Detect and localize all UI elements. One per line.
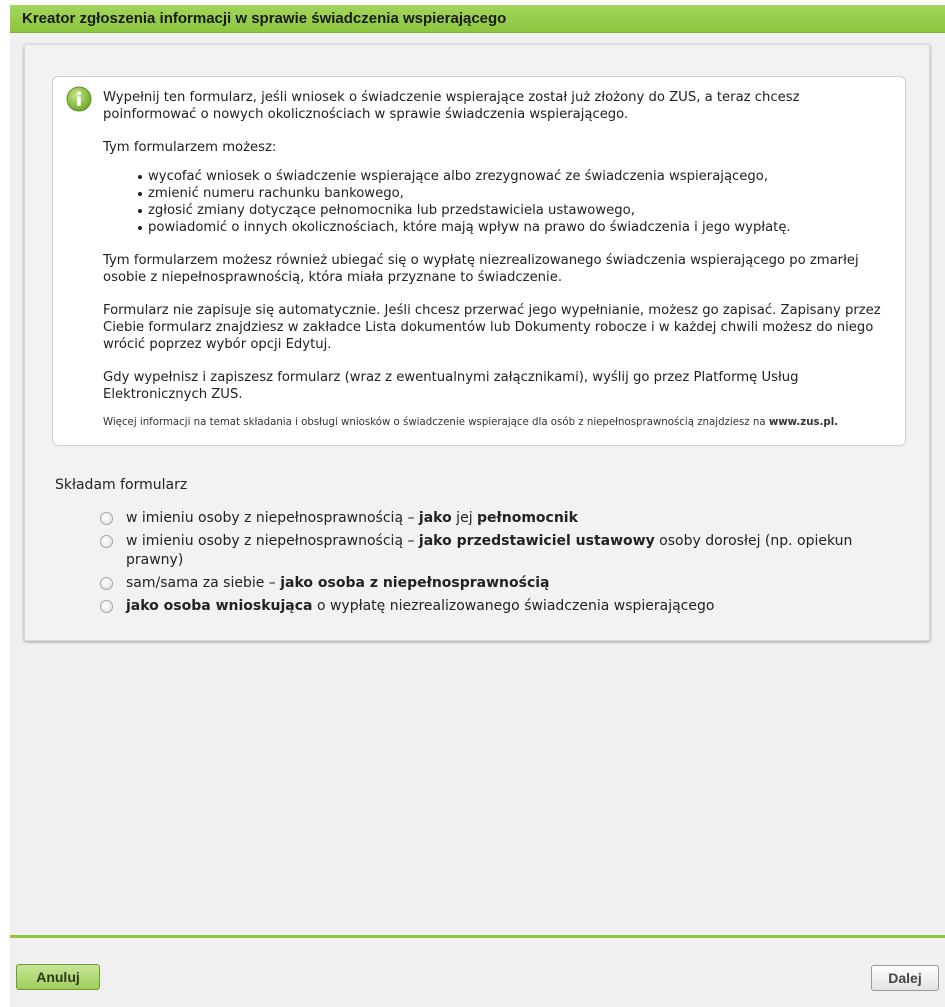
- info-icon: [66, 86, 92, 112]
- wizard-content: [10, 33, 945, 935]
- wizard-footer: [10, 938, 945, 1007]
- radio-self[interactable]: [100, 577, 113, 590]
- info-can-heading: Tym formularzem możesz:: [103, 140, 277, 155]
- info-save-note: Formularz nie zapisuje się automatycznie. Jeśli chcesz przerwać jego wypełnianie, możesz go zapisać. Zapisany przez Ciebie formularz znajdziesz w zakładce Lista dokumentów lub Dokumenty robocze i w każdej chwili możesz do niego wrócić poprzez wybór opcji Edytuj.: [103, 303, 881, 352]
- info-text: [103, 89, 893, 429]
- list-item: zgłosić zmiany dotyczące pełnomocnika lub przedstawiciela ustawowego,: [148, 202, 893, 219]
- info-more: [103, 416, 893, 429]
- wizard-title: Kreator zgłoszenia informacji w sprawie świadczenia wspierającego: [22, 10, 507, 27]
- option-applicant[interactable]: jako osoba wnioskująca o wypłatę niezrealizowanego świadczenia wspierającego: [100, 597, 880, 616]
- cancel-button[interactable]: Anuluj: [16, 964, 100, 990]
- next-button[interactable]: Dalej: [871, 965, 939, 991]
- info-also: Tym formularzem możesz również ubiegać się o wypłatę niezrealizowanego świadczenia wspierającego po zmarłej osobie z niepełnosprawnością, która miała przyznane to świadczenie.: [103, 253, 859, 285]
- wizard-header: [10, 5, 945, 33]
- form-panel: [24, 44, 930, 641]
- info-box: [52, 76, 906, 446]
- radio-applicant[interactable]: [100, 600, 113, 613]
- form-label: Składam formularz: [55, 477, 188, 493]
- radio-legal-representative[interactable]: [100, 535, 113, 548]
- submitter-options: [100, 509, 880, 620]
- info-more-text: Więcej informacji na temat składania i obsługi wniosków o świadczenie wspierające dla osób z niepełnosprawnością znajdziesz na: [103, 417, 766, 428]
- option-attorney[interactable]: w imieniu osoby z niepełnosprawnością – jako jej pełnomocnik: [100, 509, 880, 528]
- zus-link[interactable]: www.zus.pl.: [768, 417, 839, 428]
- radio-attorney[interactable]: [100, 512, 113, 525]
- option-self[interactable]: sam/sama za siebie – jako osoba z niepełnosprawnością: [100, 574, 880, 593]
- option-legal-representative[interactable]: w imieniu osoby z niepełnosprawnością – jako przedstawiciel ustawowy osoby dorosłej (np. opiekun prawny): [100, 532, 880, 570]
- list-item: powiadomić o innych okolicznościach, które mają wpływ na prawo do świadczenia i jego wypłatę.: [148, 219, 893, 236]
- info-intro: Wypełnij ten formularz, jeśli wniosek o świadczenie wspierające został już złożony do ZUS, a teraz chcesz poinformować o nowych okolicznościach w sprawie świadczenia wspierającego.: [103, 90, 800, 122]
- info-bullet-list: [103, 168, 893, 236]
- list-item: wycofać wniosek o świadczenie wspierające albo zrezygnować ze świadczenia wspierającego,: [148, 168, 893, 185]
- left-margin: [0, 0, 10, 1007]
- info-send-note: Gdy wypełnisz i zapiszesz formularz (wraz z ewentualnymi załącznikami), wyślij go przez Platformę Usług Elektronicznych ZUS.: [103, 370, 799, 402]
- list-item: zmienić numeru rachunku bankowego,: [148, 185, 893, 202]
